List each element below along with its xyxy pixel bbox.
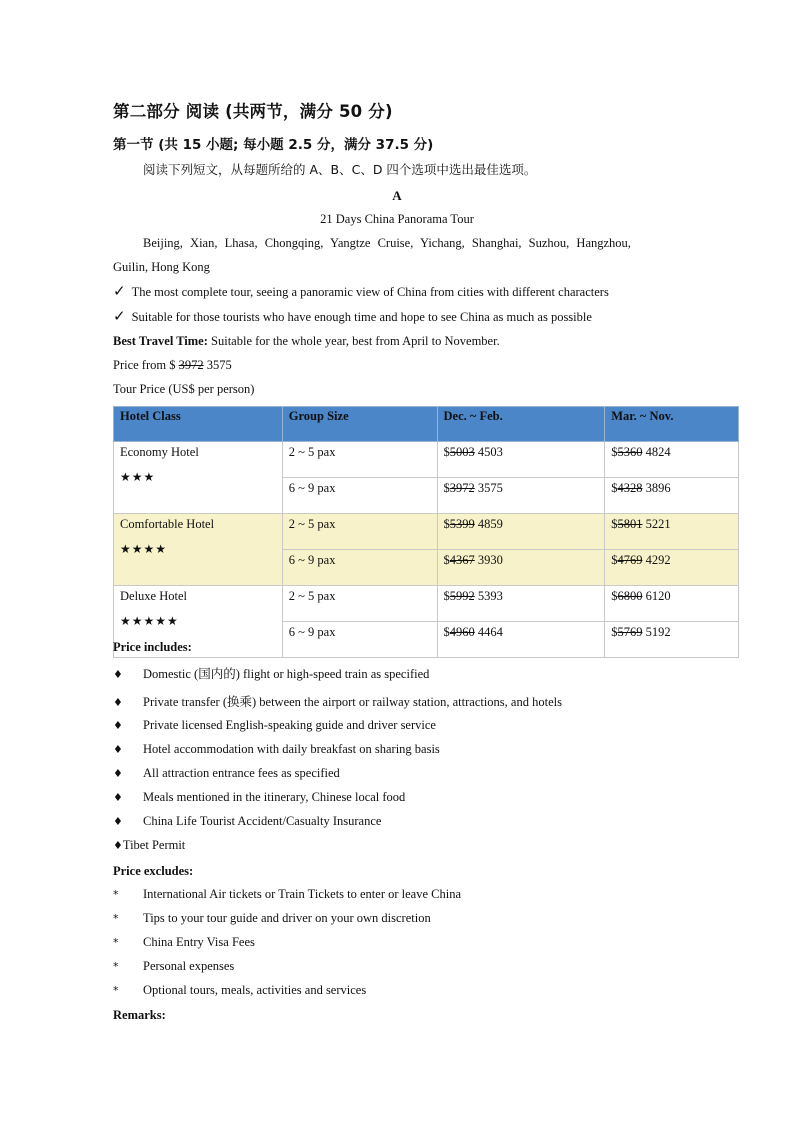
asterisk-bullet-icon: * (113, 936, 119, 949)
price-cell: $5769 5192 (605, 622, 739, 658)
section-title: 第一节 (共 15 小题; 每小题 2.5 分，满分 37.5 分) (113, 137, 434, 153)
diamond-bullet-icon: ♦ (113, 767, 123, 780)
price-from-new: 3575 (206, 358, 232, 372)
feature-1 (113, 282, 609, 300)
group-size-cell: 6 ~ 9 pax (282, 550, 437, 586)
header-mar-nov: Mar. ~ Nov. (605, 407, 739, 442)
diamond-bullet-icon: ♦ (113, 696, 123, 709)
star-rating-icon: ★★★ (120, 470, 156, 484)
check-icon: ✓ (113, 282, 126, 300)
price-cell: $4328 3896 (605, 478, 739, 514)
price-cell: $5801 5221 (605, 514, 739, 550)
list-item: ♦ Private transfer (换乘) between the airport or railway station, attractions, and hotels (113, 695, 562, 709)
price-cell: $4769 4292 (605, 550, 739, 586)
header-dec-feb: Dec. ~ Feb. (437, 407, 605, 442)
group-size-cell: 2 ~ 5 pax (282, 442, 437, 478)
feature-2-text: Suitable for those tourists who have enough time and hope to see China as much as possible (131, 310, 592, 324)
price-cell: $5992 5393 (437, 586, 605, 622)
star-rating-icon: ★★★★★ (120, 614, 179, 628)
price-cell: $6800 6120 (605, 586, 739, 622)
part-title: 第二部分 阅读 (共两节，满分 50 分) (113, 102, 393, 121)
diamond-bullet-icon: ♦ (113, 668, 123, 681)
table-row (114, 442, 739, 478)
header-group-size: Group Size (282, 407, 437, 442)
list-item: ♦ China Life Tourist Accident/Casualty Insurance (113, 814, 382, 828)
tour-price-label: Tour Price (US$ per person) (113, 382, 255, 396)
check-icon: ✓ (113, 307, 126, 325)
best-travel-text: Suitable for the whole year, best from April to November. (211, 334, 500, 348)
asterisk-bullet-icon: * (113, 912, 119, 925)
instructions: 阅读下列短文，从每题所给的 A、B、C、D 四个选项中选出最佳选项。 (143, 162, 537, 177)
list-item: * China Entry Visa Fees (113, 935, 255, 949)
passage-label: A (392, 188, 402, 203)
diamond-bullet-icon: ♦ (113, 791, 123, 804)
list-item: ♦ Private licensed English-speaking guide and driver service (113, 718, 436, 732)
list-item: ♦ Domestic (国内的) flight or high-speed train as specified (113, 667, 430, 681)
list-item: ♦ Meals mentioned in the itinerary, Chinese local food (113, 790, 406, 804)
price-from (113, 358, 232, 373)
table-row (114, 586, 739, 622)
list-item: ♦Tibet Permit (113, 838, 186, 852)
list-item: * Optional tours, meals, activities and services (113, 983, 367, 997)
diamond-bullet-icon: ♦ (113, 839, 123, 852)
list-item: * International Air tickets or Train Tickets to enter or leave China (113, 887, 461, 901)
hotel-name: Comfortable Hotel (120, 517, 215, 531)
table-header-row (114, 407, 739, 442)
asterisk-bullet-icon: * (113, 984, 119, 997)
hotel-name: Economy Hotel (120, 445, 199, 459)
price-cell: $4960 4464 (437, 622, 605, 658)
star-rating-icon: ★★★★ (120, 542, 168, 556)
asterisk-bullet-icon: * (113, 888, 119, 901)
hotel-class-cell (114, 442, 283, 514)
price-cell: $3972 3575 (437, 478, 605, 514)
best-travel-time (113, 334, 500, 349)
excludes-heading: Price excludes: (113, 864, 194, 878)
price-cell: $5399 4859 (437, 514, 605, 550)
feature-1-text: The most complete tour, seeing a panoramic view of China from cities with different characters (131, 285, 609, 299)
header-hotel-class: Hotel Class (114, 407, 283, 442)
diamond-bullet-icon: ♦ (113, 719, 123, 732)
price-from-label: Price from $ (113, 358, 176, 372)
price-table (113, 406, 739, 658)
hotel-name: Deluxe Hotel (120, 589, 187, 603)
price-cell: $4367 3930 (437, 550, 605, 586)
group-size-cell: 6 ~ 9 pax (282, 622, 437, 658)
passage-title: 21 Days China Panorama Tour (320, 212, 474, 226)
table-row (114, 514, 739, 550)
list-item: * Tips to your tour guide and driver on your own discretion (113, 911, 431, 925)
group-size-cell: 2 ~ 5 pax (282, 514, 437, 550)
feature-2 (113, 307, 592, 325)
price-cell: $5360 4824 (605, 442, 739, 478)
price-from-old: 3972 (178, 358, 204, 372)
asterisk-bullet-icon: * (113, 960, 119, 973)
cities-line-1: Beijing, Xian, Lhasa, Chongqing, Yangtze Cruise, Yichang, Shanghai, Suzhou, Hangzhou, (143, 236, 631, 250)
remarks-heading: Remarks: (113, 1008, 166, 1022)
best-travel-label: Best Travel Time: (113, 334, 208, 348)
includes-heading: Price includes: (113, 640, 192, 654)
hotel-class-cell (114, 514, 283, 586)
diamond-bullet-icon: ♦ (113, 815, 123, 828)
group-size-cell: 2 ~ 5 pax (282, 586, 437, 622)
cities-line-2: Guilin, Hong Kong (113, 260, 210, 274)
price-cell: $5003 4503 (437, 442, 605, 478)
diamond-bullet-icon: ♦ (113, 743, 123, 756)
list-item: ♦ Hotel accommodation with daily breakfast on sharing basis (113, 742, 440, 756)
list-item: * Personal expenses (113, 959, 235, 973)
group-size-cell: 6 ~ 9 pax (282, 478, 437, 514)
list-item: ♦ All attraction entrance fees as specified (113, 766, 340, 780)
